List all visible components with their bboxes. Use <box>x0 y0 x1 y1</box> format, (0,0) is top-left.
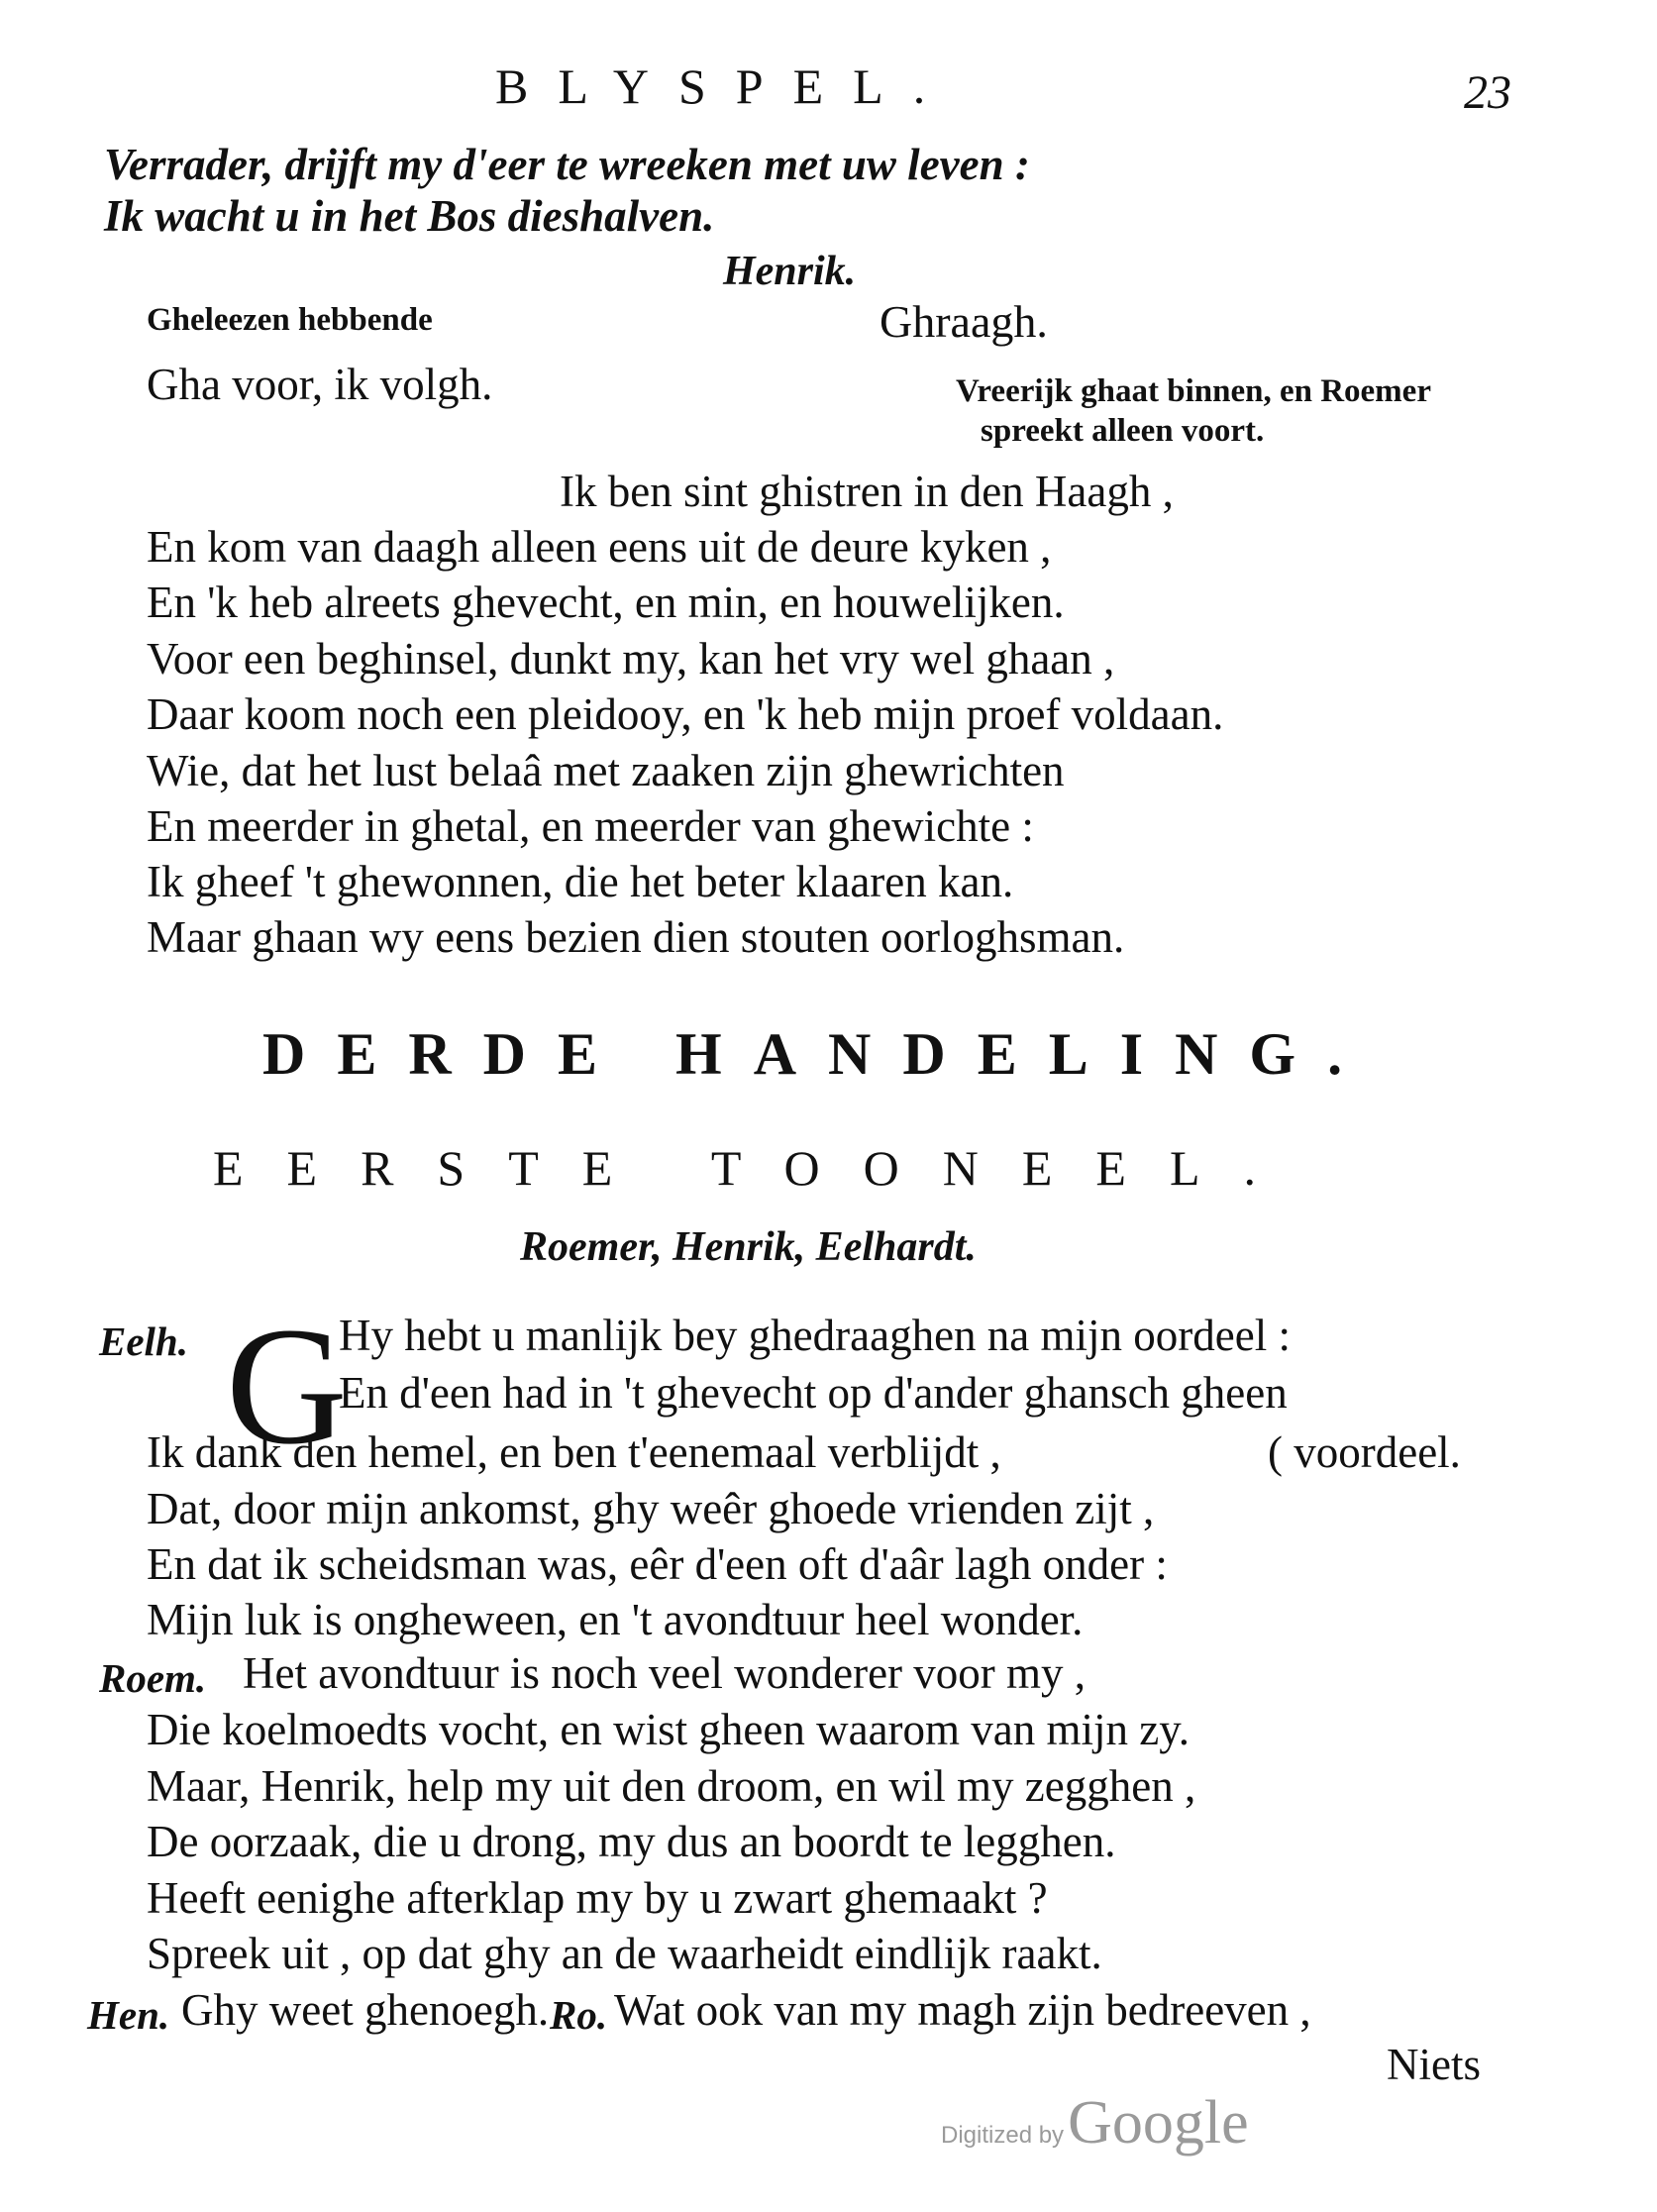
monologue-line: Daar koom noch een pleidooy, en 'k heb mijn proef voldaan. <box>147 689 1224 739</box>
monologue-line: En meerder in ghetal, en meerder van ghewichte : <box>147 801 1034 851</box>
dialogue-line: De oorzaak, die u drong, my dus an boordt te legghen. <box>147 1817 1116 1866</box>
monologue-line: En kom van daagh alleen eens uit de deure kyken , <box>147 522 1052 572</box>
speaker-hen: Hen. <box>87 1992 170 2038</box>
catchword: Niets <box>1387 2040 1481 2089</box>
stage-direction-right-2: spreekt alleen voort. <box>981 413 1265 449</box>
monologue-line: Ik gheef 't ghewonnen, die het beter klaaren kan. <box>147 857 1014 906</box>
dialogue-line: Heeft eenighe afterklap my by u zwart ghemaakt ? <box>147 1873 1048 1923</box>
running-title: BLYSPEL. <box>495 58 956 114</box>
speaker-henrik: Henrik. <box>723 249 857 294</box>
stage-direction-left: Gheleezen hebbende <box>147 302 433 338</box>
dialogue-line: Ghy weet ghenoegh. <box>181 1985 550 2035</box>
character-list: Roemer, Henrik, Eelhardt. <box>520 1224 977 1270</box>
dialogue-line: Ik dank den hemel, en ben t'eenemaal verblijdt , <box>147 1427 1001 1477</box>
monologue-line: Voor een beghinsel, dunkt my, kan het vry wel ghaan , <box>147 634 1115 684</box>
speaker-eelh: Eelh. <box>99 1318 188 1364</box>
drop-cap: G <box>226 1293 348 1479</box>
dialogue-line: Dat, door mijn ankomst, ghy weêr ghoede vrienden zijt , <box>147 1484 1155 1533</box>
dialogue-turnover: ( voordeel. <box>1268 1427 1461 1477</box>
dialogue-line: Wat ook van my magh zijn bedreeven , <box>614 1985 1311 2035</box>
reply-ghraagh: Ghraagh. <box>880 296 1048 347</box>
watermark-brand: Google <box>1068 2089 1249 2157</box>
page-number: 23 <box>1464 66 1511 119</box>
dialogue-line: Die koelmoedts vocht, en wist gheen waarom van mijn zy. <box>147 1705 1191 1754</box>
opening-line-2: Ik wacht u in het Bos dieshalven. <box>104 191 715 241</box>
dialogue-line: En dat ik scheidsman was, eêr d'een oft d'aâr lagh onder : <box>147 1539 1168 1589</box>
monologue-line: Maar ghaan wy eens bezien dien stouten oorloghsman. <box>147 912 1125 962</box>
opening-line-1: Verrader, drijft my d'eer te wreeken met uw leven : <box>104 140 1030 189</box>
speaker-roem: Roem. <box>99 1655 207 1701</box>
dialogue-line: Hy hebt u manlijk bey ghedraaghen na mijn oordeel : <box>339 1311 1291 1360</box>
scene-heading: EERSTE TOONEEL. <box>213 1140 1300 1196</box>
monologue-line: Ik ben sint ghistren in den Haagh , <box>560 467 1174 516</box>
act-heading: DERDE HANDELING. <box>262 1021 1375 1087</box>
dialogue-line: Spreek uit , op dat ghy an de waarheidt eindlijk raakt. <box>147 1929 1102 1978</box>
monologue-line: En 'k heb alreets ghevecht, en min, en houwelijken. <box>147 578 1065 627</box>
dialogue-line: Het avondtuur is noch veel wonderer voor my , <box>243 1648 1087 1698</box>
reply-line: Gha voor, ik volgh. <box>147 360 493 409</box>
dialogue-line: Maar, Henrik, help my uit den droom, en wil my zegghen , <box>147 1761 1196 1811</box>
digitized-watermark <box>941 2088 1249 2159</box>
speaker-ro: Ro. <box>550 1992 608 2038</box>
stage-direction-right-1: Vreerijk ghaat binnen, en Roemer <box>956 373 1431 409</box>
dialogue-line: En d'een had in 't ghevecht op d'ander ghansch gheen <box>339 1368 1288 1418</box>
watermark-prefix: Digitized by <box>941 2122 1065 2149</box>
dialogue-line: Mijn luk is ongheween, en 't avondtuur heel wonder. <box>147 1595 1084 1644</box>
monologue-line: Wie, dat het lust belaâ met zaaken zijn ghewrichten <box>147 746 1065 795</box>
